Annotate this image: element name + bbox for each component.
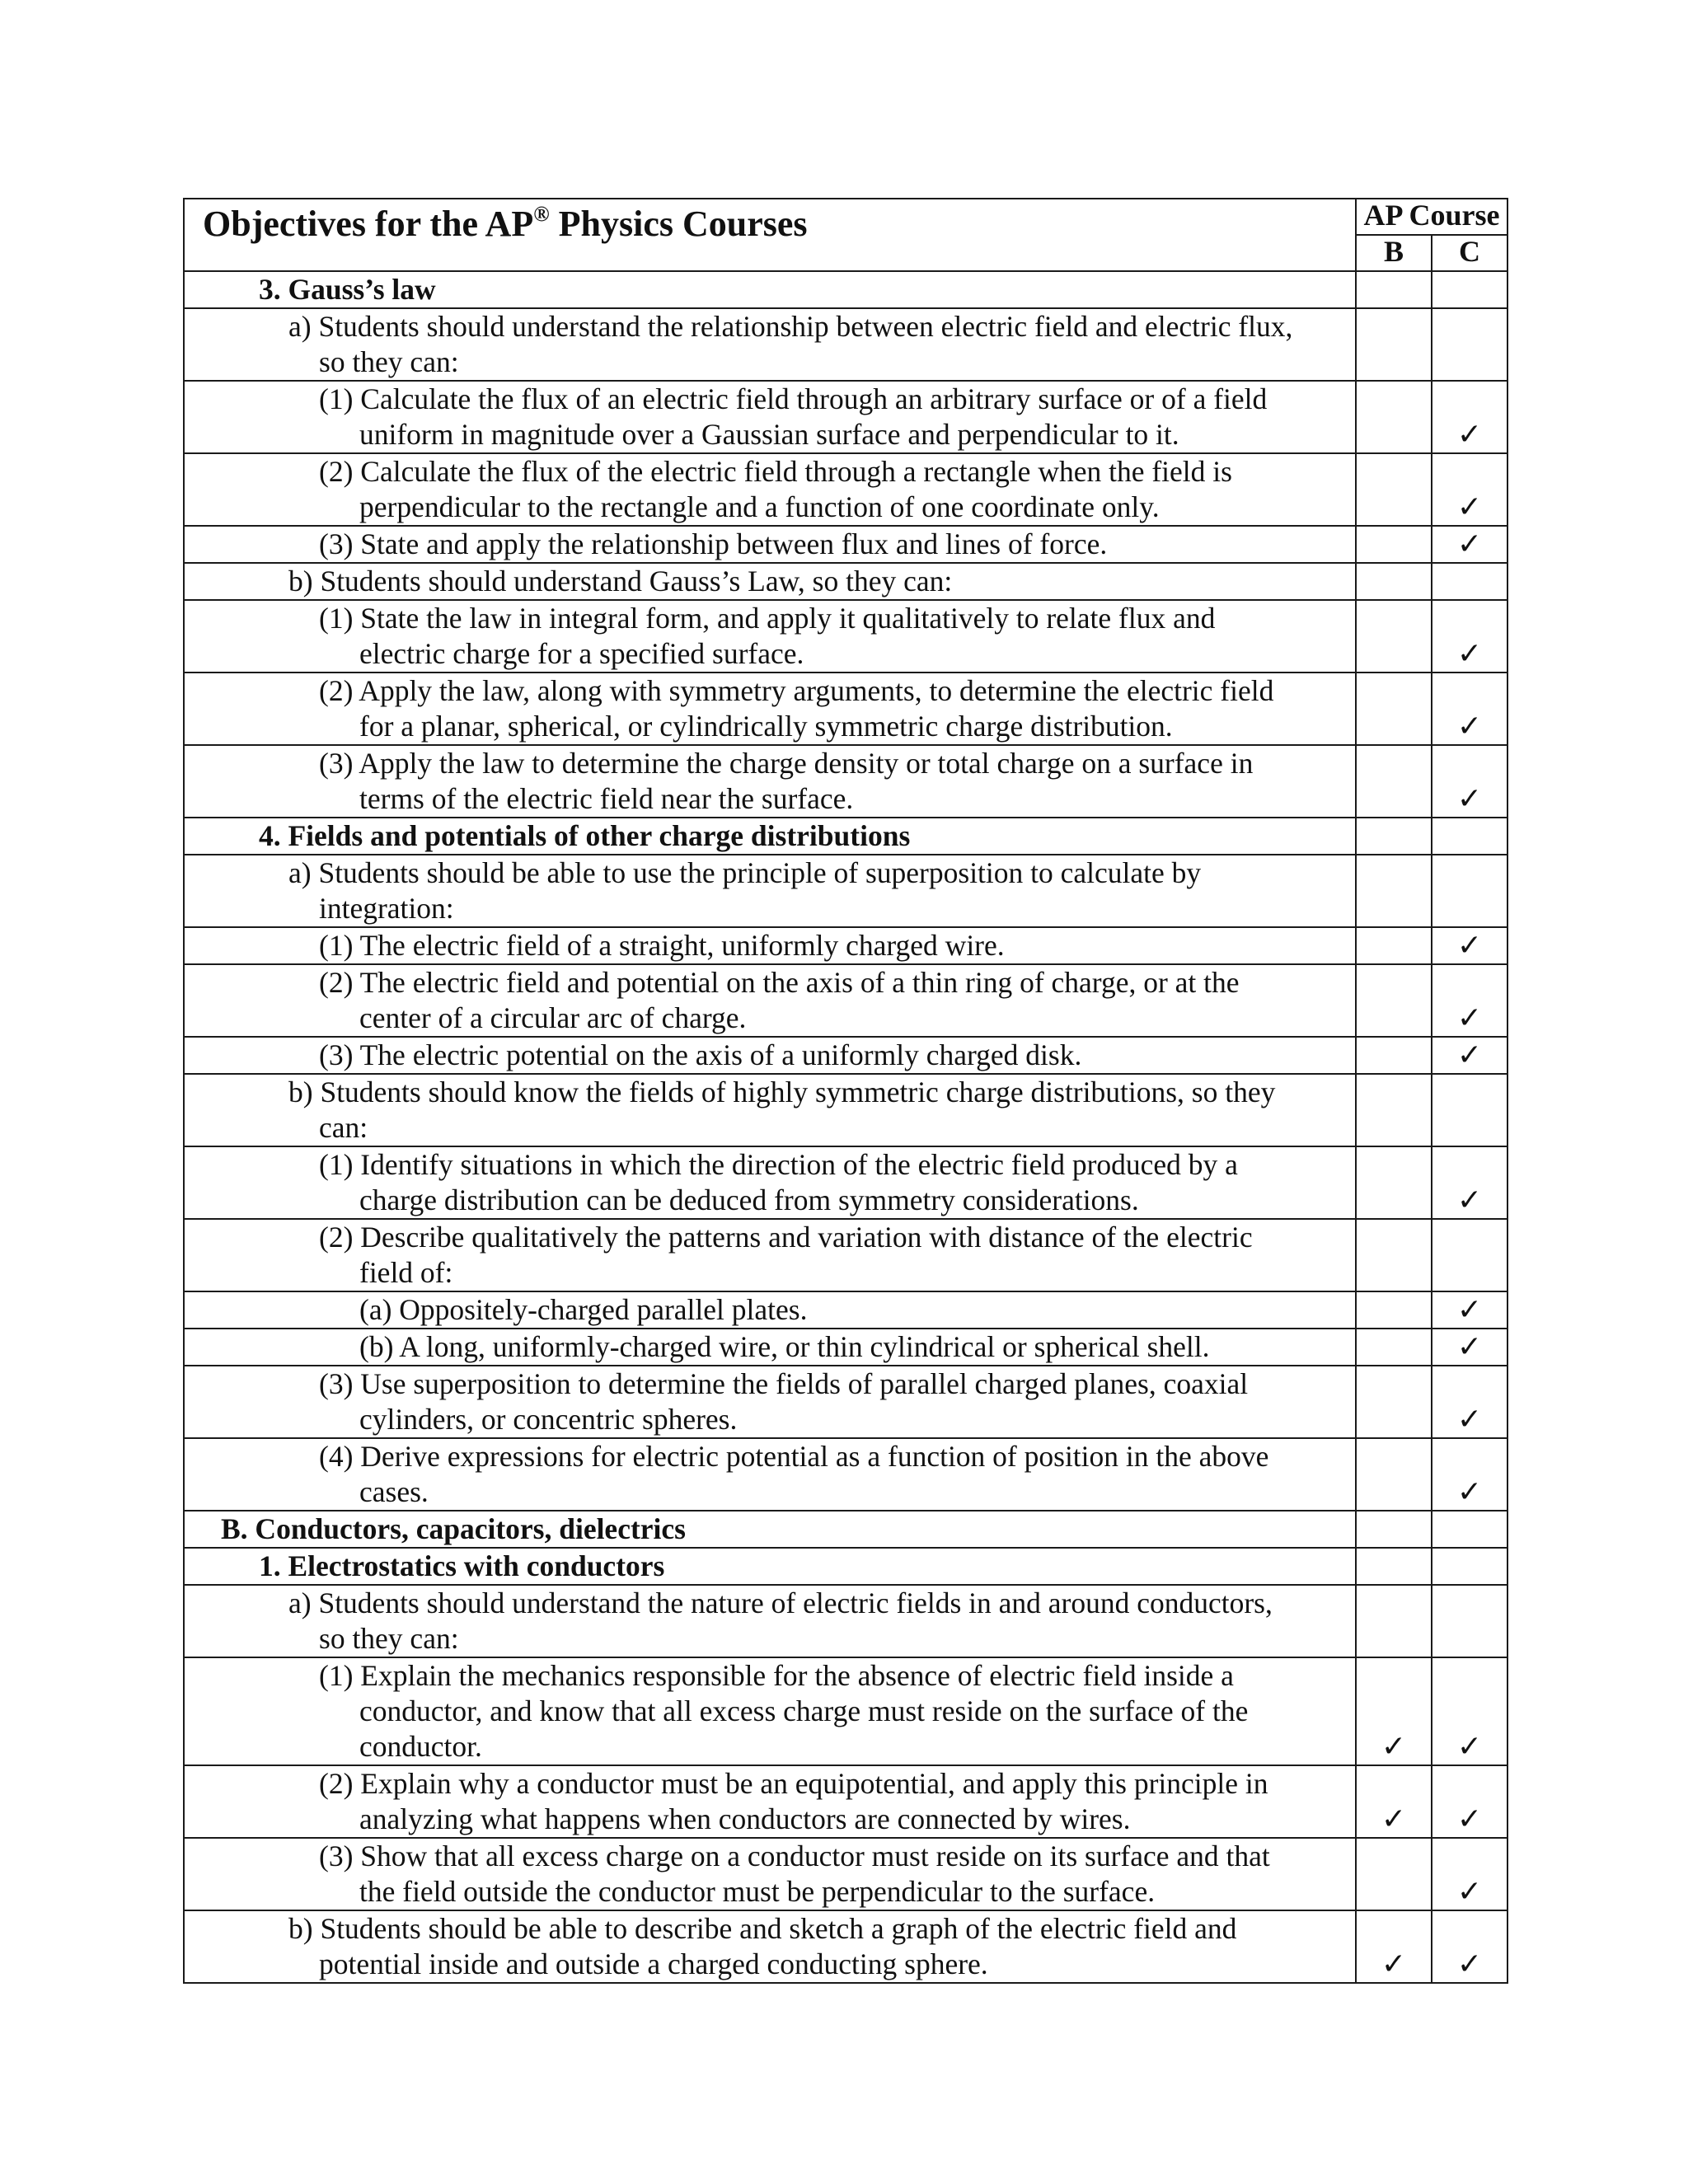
objective-text: perpendicular to the rectangle and a function of one coordinate only. <box>359 490 1160 523</box>
table-row <box>184 673 1507 745</box>
objective-text: (1) State the law in integral form, and apply it qualitatively to relate flux and <box>319 602 1216 635</box>
objective-text: integration: <box>319 892 454 925</box>
objective-text: a) Students should understand the relationship between electric field and electric flux, <box>288 310 1293 343</box>
course-c-check: ✓ <box>1432 1657 1507 1765</box>
table-row <box>184 1511 1507 1548</box>
course-b-check <box>1356 964 1432 1037</box>
objective-text: (2) The electric field and potential on the axis of a thin ring of charge, or at the <box>319 966 1240 999</box>
objective-text: conductor, and know that all excess charge must reside on the surface of the <box>359 1694 1249 1727</box>
objective-cell <box>184 1219 1356 1291</box>
table-row <box>184 453 1507 526</box>
objective-text: analyzing what happens when conductors are connected by wires. <box>359 1802 1131 1835</box>
objective-cell <box>184 927 1356 964</box>
table-row <box>184 1146 1507 1219</box>
objective-text: b) Students should be able to describe and sketch a graph of the electric field and <box>288 1912 1237 1945</box>
objective-text: field of: <box>359 1256 453 1289</box>
objective-text: cylinders, or concentric spheres. <box>359 1403 738 1436</box>
objective-text: (2) Describe qualitatively the patterns and variation with distance of the electric <box>319 1221 1253 1254</box>
table-row <box>184 1585 1507 1657</box>
ap-course-header: AP Course <box>1356 199 1507 235</box>
course-c-check: ✓ <box>1432 927 1507 964</box>
objective-cell <box>184 1329 1356 1366</box>
table-row <box>184 855 1507 927</box>
objective-text: for a planar, spherical, or cylindrically symmetric charge distribution. <box>359 710 1173 743</box>
course-b-check <box>1356 600 1432 673</box>
course-b-check <box>1356 1291 1432 1329</box>
objective-text: the field outside the conductor must be perpendicular to the surface. <box>359 1875 1156 1908</box>
table-row <box>184 563 1507 600</box>
course-b-check <box>1356 453 1432 526</box>
objective-text: charge distribution can be deduced from symmetry considerations. <box>359 1183 1139 1216</box>
table-row <box>184 927 1507 964</box>
course-c-check <box>1432 308 1507 381</box>
course-c-check: ✓ <box>1432 600 1507 673</box>
objective-text: 1. Electrostatics with conductors <box>259 1549 665 1582</box>
table-row <box>184 1329 1507 1366</box>
course-c-check: ✓ <box>1432 1037 1507 1074</box>
objective-text: b) Students should know the fields of highly symmetric charge distributions, so they <box>288 1076 1276 1108</box>
objective-text: (1) Identify situations in which the direction of the electric field produced by a <box>319 1148 1238 1181</box>
course-c-check: ✓ <box>1432 1438 1507 1511</box>
objective-text: (3) The electric potential on the axis of a uniformly charged disk. <box>319 1038 1082 1071</box>
page-title-cell <box>184 199 1356 271</box>
objective-text: (1) Calculate the flux of an electric field through an arbitrary surface or of a field <box>319 382 1268 415</box>
table-row <box>184 1366 1507 1438</box>
course-c-check <box>1432 855 1507 927</box>
table-row <box>184 308 1507 381</box>
objective-text: (2) Calculate the flux of the electric field through a rectangle when the field is <box>319 455 1232 488</box>
objective-cell <box>184 1037 1356 1074</box>
title-text-suffix: Physics Courses <box>549 204 808 244</box>
table-row <box>184 1765 1507 1838</box>
objective-text: (2) Explain why a conductor must be an equipotential, and apply this principle in <box>319 1767 1268 1800</box>
course-c-check <box>1432 1219 1507 1291</box>
course-c-check <box>1432 1585 1507 1657</box>
table-row <box>184 818 1507 855</box>
course-b-check <box>1356 1438 1432 1511</box>
objective-text: terms of the electric field near the surface. <box>359 782 854 815</box>
objective-cell <box>184 453 1356 526</box>
table-header-row <box>184 199 1507 235</box>
objective-text: 4. Fields and potentials of other charge distributions <box>259 819 911 852</box>
objective-cell <box>184 1765 1356 1838</box>
objective-text: B. Conductors, capacitors, dielectrics <box>221 1512 686 1545</box>
course-c-check: ✓ <box>1432 1329 1507 1366</box>
course-b-check <box>1356 563 1432 600</box>
objective-text: (b) A long, uniformly-charged wire, or thin cylindrical or spherical shell. <box>359 1330 1210 1363</box>
objective-text: so they can: <box>319 345 459 378</box>
objective-text: conductor. <box>359 1730 482 1763</box>
objective-cell <box>184 818 1356 855</box>
course-b-check <box>1356 1838 1432 1910</box>
objective-text: (1) Explain the mechanics responsible for the absence of electric field inside a <box>319 1659 1234 1692</box>
course-c-check: ✓ <box>1432 1765 1507 1838</box>
table-row <box>184 1838 1507 1910</box>
course-b-check <box>1356 526 1432 563</box>
course-b-check <box>1356 1585 1432 1657</box>
objective-text: b) Students should understand Gauss’s Law, so they can: <box>288 565 953 598</box>
course-b-check <box>1356 1219 1432 1291</box>
objective-cell <box>184 673 1356 745</box>
course-c-check <box>1432 818 1507 855</box>
objective-cell <box>184 1074 1356 1146</box>
course-c-check: ✓ <box>1432 1366 1507 1438</box>
objective-cell <box>184 855 1356 927</box>
course-b-check <box>1356 1511 1432 1548</box>
page-title <box>185 199 1355 242</box>
course-c-check: ✓ <box>1432 526 1507 563</box>
table-row <box>184 526 1507 563</box>
objectives-table <box>183 198 1508 1984</box>
course-b-check <box>1356 818 1432 855</box>
objective-text: (3) Apply the law to determine the charge density or total charge on a surface in <box>319 747 1254 780</box>
course-c-check: ✓ <box>1432 1291 1507 1329</box>
objective-text: uniform in magnitude over a Gaussian surface and perpendicular to it. <box>359 418 1179 451</box>
course-b-check <box>1356 381 1432 453</box>
course-b-check <box>1356 673 1432 745</box>
table-row <box>184 1548 1507 1585</box>
course-b-check <box>1356 1366 1432 1438</box>
objective-text: a) Students should understand the nature of electric fields in and around conductors, <box>288 1586 1273 1619</box>
course-c-check <box>1432 271 1507 308</box>
title-text: Objectives for the AP <box>203 204 534 244</box>
objective-text: (3) State and apply the relationship between flux and lines of force. <box>319 527 1108 560</box>
objective-text: (3) Show that all excess charge on a conductor must reside on its surface and that <box>319 1840 1270 1872</box>
course-b-check <box>1356 271 1432 308</box>
table-row <box>184 600 1507 673</box>
objective-cell <box>184 563 1356 600</box>
course-b-check: ✓ <box>1356 1910 1432 1983</box>
objective-cell <box>184 1910 1356 1983</box>
objective-cell <box>184 1657 1356 1765</box>
objective-cell <box>184 1291 1356 1329</box>
objective-text: (3) Use superposition to determine the fields of parallel charged planes, coaxial <box>319 1367 1249 1400</box>
objective-text: (4) Derive expressions for electric potential as a function of position in the above <box>319 1440 1269 1473</box>
table-row <box>184 1219 1507 1291</box>
objective-text: electric charge for a specified surface. <box>359 637 804 670</box>
course-c-check: ✓ <box>1432 453 1507 526</box>
course-c-check: ✓ <box>1432 964 1507 1037</box>
objective-text: so they can: <box>319 1622 459 1655</box>
objective-text: center of a circular arc of charge. <box>359 1001 747 1034</box>
table-row <box>184 1291 1507 1329</box>
objective-text: (a) Oppositely-charged parallel plates. <box>359 1293 808 1326</box>
table-row <box>184 1037 1507 1074</box>
objective-text: can: <box>319 1111 368 1144</box>
registered-mark: ® <box>533 202 550 226</box>
table-row <box>184 271 1507 308</box>
table-row <box>184 1074 1507 1146</box>
objective-cell <box>184 1438 1356 1511</box>
course-c-check: ✓ <box>1432 1910 1507 1983</box>
objective-cell <box>184 600 1356 673</box>
course-b-check <box>1356 1548 1432 1585</box>
column-c-header: C <box>1432 235 1507 271</box>
table-row <box>184 381 1507 453</box>
objective-text: 3. Gauss’s law <box>259 273 436 306</box>
table-row <box>184 1657 1507 1765</box>
objective-cell <box>184 526 1356 563</box>
course-b-check <box>1356 927 1432 964</box>
course-b-check <box>1356 1146 1432 1219</box>
objective-cell <box>184 271 1356 308</box>
course-b-check <box>1356 745 1432 818</box>
objective-cell <box>184 308 1356 381</box>
objective-text: potential inside and outside a charged conducting sphere. <box>319 1947 988 1980</box>
objective-cell <box>184 1548 1356 1585</box>
course-c-check <box>1432 563 1507 600</box>
objective-text: (1) The electric field of a straight, uniformly charged wire. <box>319 929 1005 962</box>
course-b-check <box>1356 1329 1432 1366</box>
objective-text: (2) Apply the law, along with symmetry arguments, to determine the electric field <box>319 674 1274 707</box>
course-b-check <box>1356 308 1432 381</box>
course-c-check: ✓ <box>1432 745 1507 818</box>
course-b-check <box>1356 1037 1432 1074</box>
objective-text: cases. <box>359 1475 429 1508</box>
objective-cell <box>184 381 1356 453</box>
course-b-check: ✓ <box>1356 1765 1432 1838</box>
column-b-header: B <box>1356 235 1432 271</box>
objective-cell <box>184 745 1356 818</box>
objective-cell <box>184 964 1356 1037</box>
objective-cell <box>184 1366 1356 1438</box>
course-c-check <box>1432 1511 1507 1548</box>
course-c-check: ✓ <box>1432 1146 1507 1219</box>
objective-cell <box>184 1838 1356 1910</box>
table-row <box>184 745 1507 818</box>
course-c-check <box>1432 1548 1507 1585</box>
objective-cell <box>184 1146 1356 1219</box>
objective-cell <box>184 1511 1356 1548</box>
objective-cell <box>184 1585 1356 1657</box>
table-row <box>184 1438 1507 1511</box>
course-c-check: ✓ <box>1432 381 1507 453</box>
objective-text: a) Students should be able to use the principle of superposition to calculate by <box>288 856 1202 889</box>
course-b-check <box>1356 1074 1432 1146</box>
table-row <box>184 964 1507 1037</box>
course-c-check: ✓ <box>1432 1838 1507 1910</box>
course-b-check: ✓ <box>1356 1657 1432 1765</box>
course-c-check: ✓ <box>1432 673 1507 745</box>
table-row <box>184 1910 1507 1983</box>
course-b-check <box>1356 855 1432 927</box>
course-c-check <box>1432 1074 1507 1146</box>
